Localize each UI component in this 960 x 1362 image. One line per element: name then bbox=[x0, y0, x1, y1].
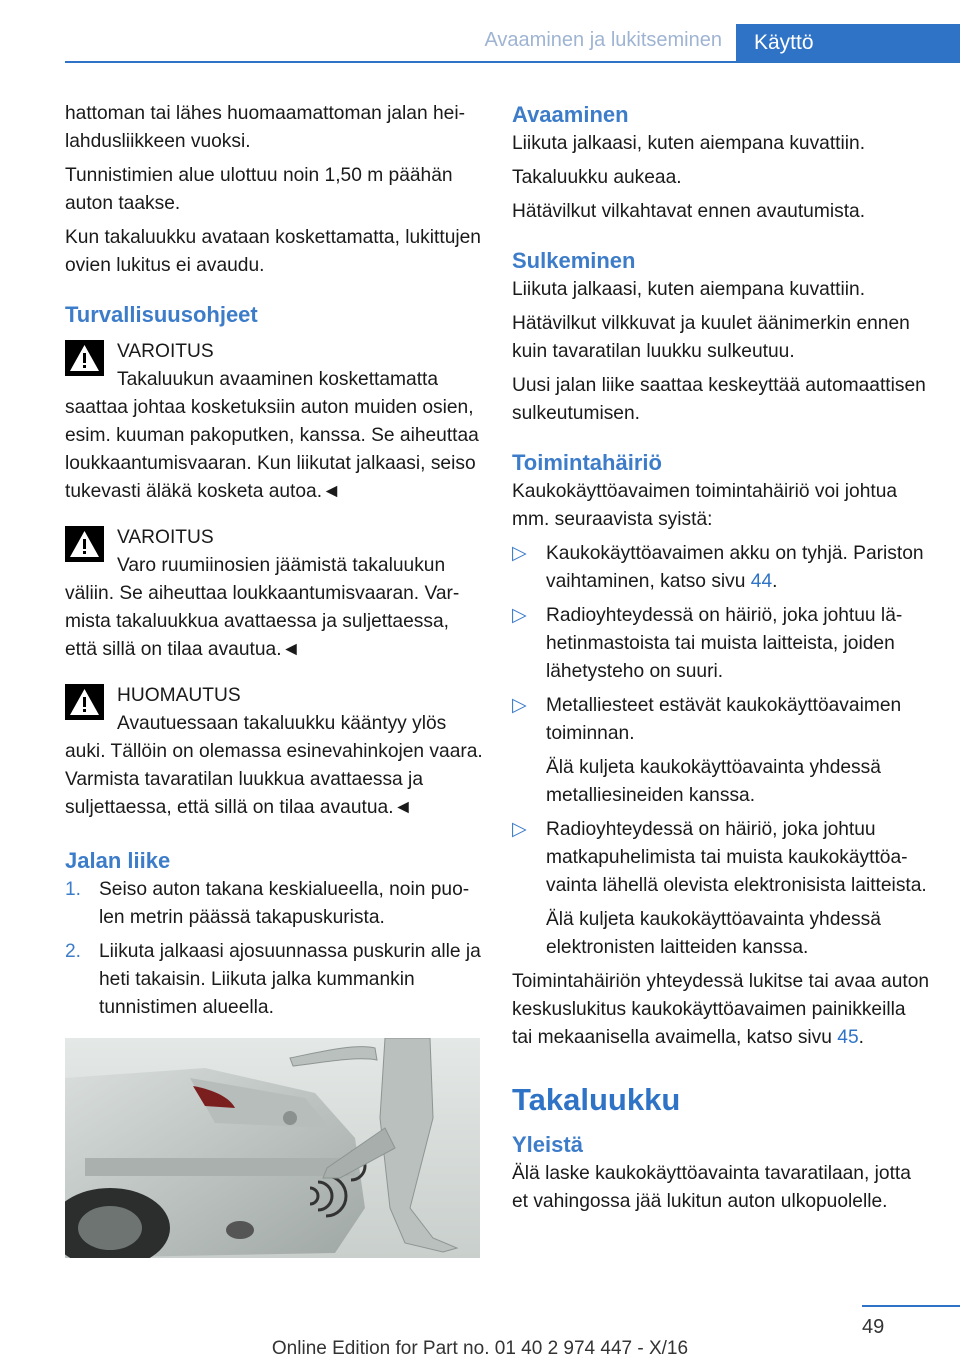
opening-paragraph: Liikuta jalkaasi, kuten aiempana kuvattiin. bbox=[512, 133, 866, 154]
notice-text: Avautuessaan takaluukku kääntyy ylös auki. Tällöin on olemassa esinevahinkojen vaara. Varmista tavaratilan luukkua avattaessa ja suljettaessa, että sillä on tilaa avautua.◄ bbox=[65, 713, 483, 818]
step-text: Liikuta jalkaasi ajosuunnassa puskurin alle ja heti takaisin. Liikuta jalka kummankin tunnistimen alueella. bbox=[99, 941, 481, 1018]
bullet-text: Radioyhteydessä on häiriö, joka johtuu matkapuhelimista tai muista kaukokäyttöavainta lähellä olevista elektronisista laitteista. bbox=[546, 819, 927, 896]
warning-label: VAROITUS bbox=[117, 527, 214, 548]
bullet-text: Kaukokäyttöavaimen akku on tyhjä. Pariston vaihtaminen, katso sivu bbox=[546, 543, 924, 592]
malfunction-outro bbox=[512, 968, 930, 1052]
step-number: 2. bbox=[65, 941, 82, 962]
notice-block bbox=[65, 682, 483, 822]
list-item bbox=[512, 540, 930, 596]
bullet-subtext: Älä kuljeta kaukokäyttöavainta yhdessä metalliesineiden kanssa. bbox=[546, 757, 881, 806]
header-rule bbox=[65, 61, 960, 63]
warning-text: Varo ruumiinosien jäämistä takaluukun väliin. Se aiheuttaa loukkaantumisvaaran. Varmista takaluukkua avattaessa ja suljettaessa, että sillä on tilaa avautua.◄ bbox=[65, 555, 460, 660]
page-number: 49 bbox=[862, 1316, 885, 1338]
warning-icon bbox=[65, 526, 104, 562]
page-header bbox=[0, 24, 960, 62]
left-column bbox=[65, 100, 483, 1258]
bullet-marker: ▷ bbox=[512, 819, 527, 840]
list-item bbox=[512, 692, 930, 810]
warning-text: Takaluukun avaaminen koskettamatta saattaa johtaa kosketuksiin auton muiden osien, esim. kuuman pakoputken, kanssa. Se aiheuttaa loukkaantumisvaaran. Kun liikutat jalkaasi, seiso tukevasti äläkä kosketa autoa.◄ bbox=[65, 369, 479, 502]
intro-paragraph: hattoman tai lähes huomaamattoman jalan heilahdusliikkeen vuoksi. bbox=[65, 103, 465, 152]
foot-movement-heading: Jalan liike bbox=[65, 848, 171, 873]
warning-block bbox=[65, 338, 483, 506]
bullet-subtext: Älä kuljeta kaukokäyttöavainta yhdessä elektronisten laitteiden kanssa. bbox=[546, 909, 881, 958]
header-chapter-tab: Käyttö bbox=[736, 24, 960, 62]
malfunction-outro-text: Toimintahäiriön yhteydessä lukitse tai avaa auton keskuslukitus kaukokäyttöavaimen painikkeilla tai mekaanisella avaimella, katso sivu bbox=[512, 971, 930, 1048]
footer-rule bbox=[862, 1305, 960, 1307]
bullet-marker: ▷ bbox=[512, 605, 527, 626]
closing-paragraph: Liikuta jalkaasi, kuten aiempana kuvattiin. bbox=[512, 279, 866, 300]
warning-icon bbox=[65, 340, 104, 376]
safety-heading: Turvallisuusohjeet bbox=[65, 302, 258, 327]
right-column bbox=[512, 100, 930, 1222]
list-item bbox=[65, 876, 483, 932]
header-section-title: Avaaminen ja lukitseminen bbox=[484, 29, 722, 51]
page-link-44[interactable]: 44 bbox=[750, 571, 773, 592]
step-text: Seiso auton takana keskialueella, noin puolen metrin päässä takapuskurista. bbox=[99, 879, 470, 928]
malfunction-heading: Toimintahäiriö bbox=[512, 450, 662, 475]
general-paragraph: Älä laske kaukokäyttöavainta tavaratilaan, jotta et vahingossa jää lukitun auton ulkopuolelle. bbox=[512, 1163, 911, 1212]
bullet-text: Metalliesteet estävät kaukokäyttöavaimen toiminnan. bbox=[546, 695, 902, 744]
intro-paragraph: Tunnistimien alue ulottuu noin 1,50 m päähän auton taakse. bbox=[65, 165, 453, 214]
intro-paragraph: Kun takaluukku avataan koskettamatta, lukittujen ovien lukitus ei avaudu. bbox=[65, 227, 481, 276]
general-heading: Yleistä bbox=[512, 1132, 583, 1157]
bullet-marker: ▷ bbox=[512, 695, 527, 716]
page-link-45[interactable]: 45 bbox=[837, 1027, 859, 1048]
closing-paragraph: Uusi jalan liike saattaa keskeyttää automaattisen sulkeutumisen. bbox=[512, 375, 926, 424]
warning-icon bbox=[65, 684, 104, 720]
tailgate-heading: Takaluukku bbox=[512, 1082, 681, 1117]
malfunction-outro-end: . bbox=[858, 1027, 864, 1048]
list-item bbox=[65, 938, 483, 1022]
closing-heading: Sulkeminen bbox=[512, 248, 636, 273]
malfunction-intro: Kaukokäyttöavaimen toimintahäiriö voi johtua mm. seuraavista syistä: bbox=[512, 481, 898, 530]
closing-paragraph: Hätävilkut vilkkuvat ja kuulet äänimerkin ennen kuin tavaratilan luukku sulkeutuu. bbox=[512, 313, 910, 362]
list-item bbox=[512, 816, 930, 962]
edition-footer: Online Edition for Part no. 01 40 2 974 447 - X/16 bbox=[271, 1338, 689, 1359]
opening-heading: Avaaminen bbox=[512, 102, 629, 127]
bullet-text-end: . bbox=[772, 571, 778, 592]
opening-paragraph: Hätävilkut vilkahtavat ennen avautumista. bbox=[512, 201, 866, 222]
notice-label: HUOMAUTUS bbox=[117, 685, 241, 706]
opening-paragraph: Takaluukku aukeaa. bbox=[512, 167, 682, 188]
list-item bbox=[512, 602, 930, 686]
tailgate-illustration bbox=[65, 1038, 480, 1258]
warning-block bbox=[65, 524, 483, 664]
steps-list bbox=[65, 876, 483, 1022]
car-rear-kick-image bbox=[65, 1038, 480, 1258]
bullet-marker: ▷ bbox=[512, 543, 527, 564]
malfunction-list bbox=[512, 540, 930, 962]
bullet-text: Radioyhteydessä on häiriö, joka johtuu lähetinmastoista tai muista laitteista, joiden lähetysteho on suuri. bbox=[546, 605, 903, 682]
step-number: 1. bbox=[65, 879, 82, 900]
warning-label: VAROITUS bbox=[117, 341, 214, 362]
